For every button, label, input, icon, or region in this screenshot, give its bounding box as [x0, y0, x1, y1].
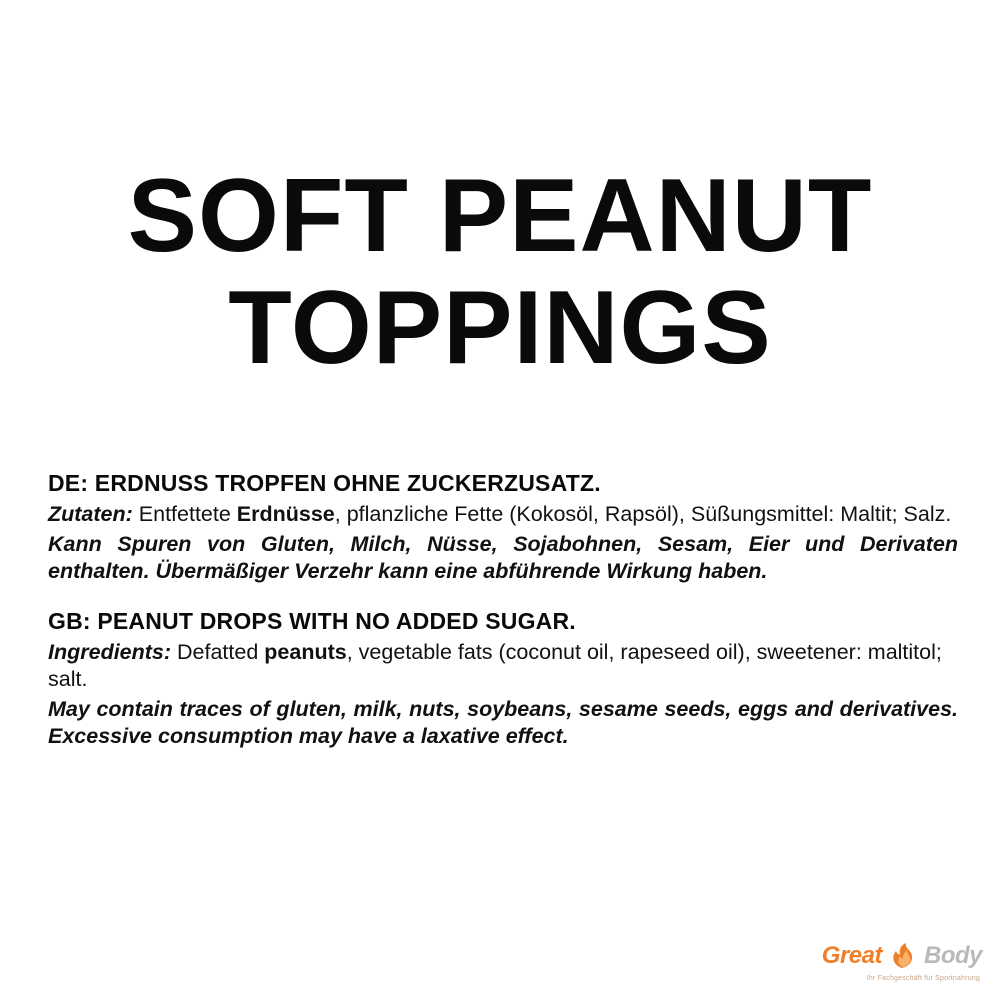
ingredients-section [48, 470, 958, 773]
ingredients-text-gb [48, 639, 958, 694]
brand-logo-word-great: Great [821, 942, 882, 969]
ingredients-part2-gb: , vegetable fats (coconut oil, rapeseed oil), sweetener: maltitol; salt. [48, 639, 942, 692]
brand-logo-word-body: Body [924, 942, 982, 969]
ingredients-highlight-gb: peanuts [264, 639, 347, 664]
ingredients-part1-gb: Defatted [171, 639, 265, 664]
language-block-gb [48, 608, 958, 751]
section-heading-gb: GB: PEANUT DROPS WITH NO ADDED SUGAR. [48, 607, 576, 634]
allergen-warning-de: Kann Spuren von Gluten, Milch, Nüsse, Sojabohnen, Sesam, Eier und Derivaten enthalten. Übermäßiger Verzehr kann eine abführende Wirkung haben. [48, 531, 958, 584]
brand-logo [772, 930, 982, 982]
ingredients-part1-de: Entfettete [132, 502, 237, 526]
brand-logo-tagline: Ihr Fachgeschäft für Sportnahrung [866, 975, 980, 982]
ingredients-highlight-de: Erdnüsse [236, 502, 335, 526]
brand-logo-wordmark [772, 942, 982, 970]
product-title [0, 160, 1000, 385]
section-heading-de: DE: ERDNUSS TROPFEN OHNE ZUCKERZUSATZ. [48, 470, 601, 496]
flame-icon [888, 943, 918, 969]
product-title-line-1: SOFT PEANUT [127, 158, 873, 274]
allergen-warning-gb: May contain traces of gluten, milk, nuts, soybeans, sesame seeds, eggs and derivatives. Excessive consumption may have a laxative effect. [48, 696, 958, 749]
product-title-line-2: TOPPINGS [228, 270, 772, 387]
ingredients-part2-de: , pflanzliche Fette (Kokosöl, Rapsöl), Süßungsmittel: Maltit; Salz. [334, 502, 952, 526]
language-block-de [48, 470, 958, 586]
ingredients-label-gb: Ingredients: [48, 639, 172, 664]
ingredients-text-de [48, 501, 958, 529]
ingredients-label-de: Zutaten: [48, 502, 133, 526]
